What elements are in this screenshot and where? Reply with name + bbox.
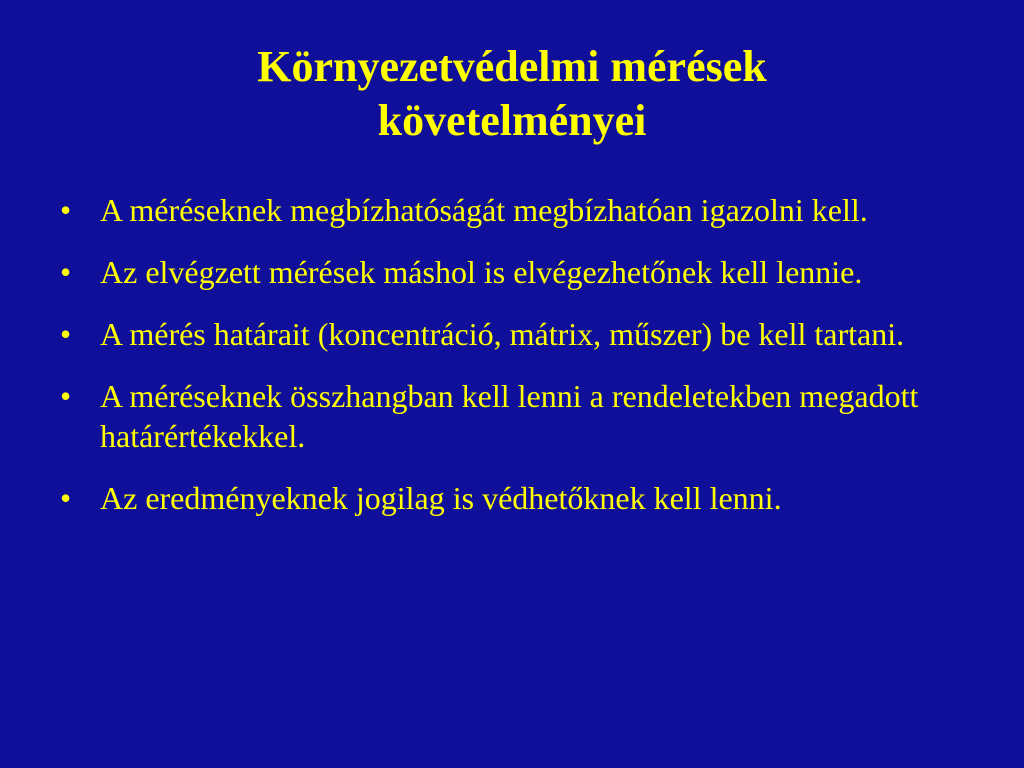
bullet-icon: • — [60, 378, 72, 414]
bullet-text: A méréseknek megbízhatóságát megbízhatóan igazolni kell. — [100, 192, 868, 228]
slide-title-line-2: követelményei — [377, 96, 647, 145]
bullet-item — [60, 252, 980, 292]
bullet-icon: • — [60, 316, 72, 352]
bullet-text: Az elvégzett mérések máshol is elvégezhetőnek kell lennie. — [100, 254, 863, 290]
bullet-icon: • — [60, 192, 72, 228]
bullet-list — [60, 190, 980, 540]
bullet-icon: • — [60, 480, 72, 516]
bullet-item — [60, 314, 980, 354]
bullet-icon: • — [60, 254, 72, 290]
bullet-item — [60, 478, 980, 518]
slide-title-line-1: Környezetvédelmi mérések — [257, 42, 767, 91]
bullet-item — [60, 190, 980, 230]
bullet-text: Az eredményeknek jogilag is védhetőknek kell lenni. — [100, 480, 782, 516]
slide-title — [60, 40, 964, 148]
bullet-text: A mérés határait (koncentráció, mátrix, műszer) be kell tartani. — [100, 316, 905, 352]
bullet-text: A méréseknek összhangban kell lenni a rendeletekben megadott határértékekkel. — [100, 378, 919, 454]
bullet-item — [60, 376, 980, 456]
